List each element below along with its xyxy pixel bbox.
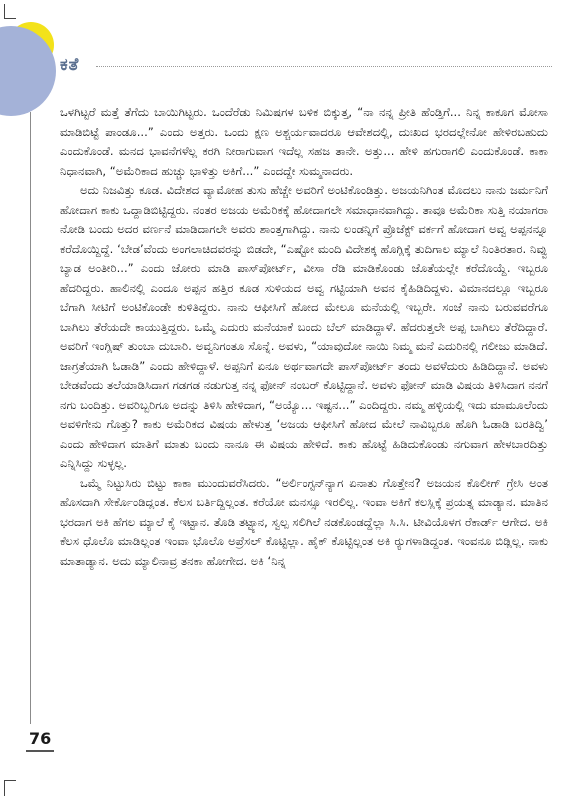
margin-rule — [30, 112, 31, 724]
section-label: ಕತೆ — [60, 55, 80, 75]
crop-mark-bottom-left — [4, 780, 5, 796]
paragraph: ಅದು ನಿಜವಿತ್ತು ಕೂಡ. ವಿದೇಶದ ವ್ಯಾಮೋಹ ತುಸು ಹೆಚ್ಚೇ ಅವರಿಗೆ ಅಂಟಿಕೊಂಡಿತ್ತು. ಅಜಯನಿಗಿಂತ ಮೊದಲು ನಾನು ಜರ್ಮನಿಗೆ ಹೋದಾಗ ಕಾಕು ಒದ್ದಾಡಿಬಿಟ್ಟಿದ್ದರು. ನಂತರ ಅಜಯ ಅಮೆರಿಕಕ್ಕೆ ಹೋದಾಗಲೇ ಸಮಾಧಾನವಾಗಿದ್ದು. ತಾವೂ ಅಮೆರಿಕಾ ಸುತ್ತಿ ನಯಾಗರಾ ನೋಡಿ ಬಂದು ಅದರ ವರ್ಣನೆ ಮಾಡಿದಾಗಲೇ ಅವರು ಶಾಂತ್ತಗಾಗಿದ್ದು. ನಾನು ಲಂಡನ್ನಿಗೆ ಪ್ರೊಜೆಕ್ಟ್ ವರ್ಕಗೆ ಹೋದಾಗ ಅವ್ವ ಅಪ್ಪನನ್ನೂ ಕರೆದೊಯ್ದಿದ್ದೆ. ‘ಬೇಡ’ವೆಂದು ಅಂಗಲಾಚಿದವರನ್ನು ಬಿಡದೇ, “ಎಷ್ಟೋ ಮಂದಿ ವಿದೇಶಕ್ಕ ಹೊಗ್ಲಿಕ್ಕೆ ತುದಿಗಾಲ ಮ್ಯಾಲೆ ನಿಂತಿರತಾರ. ನಿವ್ವು ಬ್ಯಾಡ ಅಂತೀರಿ...” ಎಂದು ಜೋರು ಮಾಡಿ ಪಾಸ್‌ಪೋರ್ಟ್, ವೀಸಾ ರೆಡಿ ಮಾಡಿಕೊಂಡು ಜೊತೆಯಲ್ಲೇ ಕರೆದೊಯ್ದೆ. ಇಬ್ಬರೂ ಹೆದರಿದ್ದರು. ಹಾಲಿನಲ್ಲಿ ಎಂದೂ ಅಪ್ಪನ ಹತ್ತಿರ ಕೂಡ ಸುಳಿಯದ ಅವ್ವ ಗಟ್ಟಿಯಾಗಿ ಅವನ ಕೈಹಿಡಿದಿದ್ದಳು. ವಿಮಾನದಲ್ಲೂ ಇಬ್ಬರೂ ಬೆಗಾಗಿ ಸೀಟಿಗೆ ಅಂಟಿಕೊಂಡೇ ಕುಳಿತಿದ್ದರು. ನಾನು ಆಫೀಸಿಗೆ ಹೋದ ಮೇಲೂ ಮನೆಯಲ್ಲಿ ಇಬ್ಬರೇ. ಸಂಜೆ ನಾನು ಬರುವವರೆಗೂ ಬಾಗಿಲು ತೆರೆಯದೇ ಕಾಯುತ್ತಿದ್ದರು. ಒಮ್ಮೆ ಎದುರು ಮನೆಯಾಕೆ ಬಂದು ಬೆಲ್ ಮಾಡಿದ್ದಾಳೆ. ಹೆದರುತ್ತಲೇ ಅಪ್ಪ ಬಾಗಿಲು ತೆರೆದಿದ್ದಾರೆ. ಅವರಿಗೆ ಇಂಗ್ಲಿಷ್ ತುಂಬಾ ದುಬಾರಿ. ಅವ್ವನಿಗಂತೂ ಸೊನ್ನೆ. ಅವಳು, “ಯಾವುದೋ ನಾಯಿ ನಿಮ್ಮ ಮನೆ ಎದುರಿನಲ್ಲಿ ಗಲೀಜು ಮಾಡಿದೆ. ಜಾಗ್ರತೆಯಾಗಿ ಓಡಾಡಿ” ಎಂದು ಹೇಳಿದ್ದಾಳೆ. ಅಪ್ಪನಿಗೆ ಏನೂ ಅರ್ಥವಾಗದೇ ಪಾಸ್‌ಪೋರ್ಟ್ ತಂದು ಅವಳೆದುರು ಹಿಡಿದಿದ್ದಾನೆ. ಅವಳು ಬೇಡವೆಂದು ತಲೆಯಾಡಿಸಿದಾಗ ಗಡಗಡ ನಡುಗುತ್ತ ನನ್ನ ಫೋನ್ ನಂಬರ್ ಕೊಟ್ಟಿದ್ದಾನೆ. ಅವಳು ಫೋನ್ ಮಾಡಿ ವಿಷಯ ತಿಳಿಸಿದಾಗ ನನಗೆ ನಗು ಬಂದಿತ್ತು. ಅವರಿಬ್ಬರಿಗೂ ಅದನ್ನು ತಿಳಿಸಿ ಹೇಳಿದಾಗ, “ಅಯ್ಯೊ... ಇಷ್ಟನ...” ಎಂದಿದ್ದರು. ನಮ್ಮ ಹಳ್ಳಿಯಲ್ಲಿ ಇದು ಮಾಮೂಲೆಂದು ಅವಳಿಗೇನು ಗೊತ್ತು? ಕಾಕು ಅಮೆರಿಕದ ವಿಷಯ ಹೇಳುತ್ತ ‘ಅಜಯ ಆಫೀಸಿಗೆ ಹೋದ ಮೇಲೆ ನಾವಿಬ್ಬರೂ ಹೊಗಿ ಓಡಾಡಿ ಬರತಿದ್ವಿ’ ಎಂದು ಹೇಳಿದಾಗ ಮಾತಿಗೆ ಮಾತು ಬಂದು ನಾನೂ ಈ ವಿಷಯ ಹೇಳಿದೆ. ಕಾಕು ಹೊಟ್ಟೆ ಹಿಡಿದುಕೊಂಡು ನಗುವಾಗ ಹೇಳಬಾರದಿತ್ತು ಎನ್ನಿಸಿದ್ದು ಸುಳ್ಳಲ್ಲ. — [60, 183, 548, 470]
paragraph: ಒಳಗಿಟ್ಟರೆ ಮತ್ತೆ ತೆಗೆದು ಬಾಯಿಗಿಟ್ಟರು. ಒಂದೆರೆಡು ನಿಮಿಷಗಳ ಬಳಿಕ ಬಿಕ್ಕುತ್ತ, “ನಾ ನನ್ನ ಪ್ರೀತಿ ಹೆಂಡ್ತಿಗೆ... ನಿನ್ನ ಕಾಕೂಗ ಮೋಸಾ ಮಾಡಿಬಿಟ್ಟೆ ಪಾಂಡೂ...” ಎಂದು ಅತ್ತರು. ಒಂದು ಕ್ಷಣ ಅಶ್ಚರ್ಯವಾದರೂ ಆವೇಶದಲ್ಲಿ, ದುಃಖದ ಭರದಲ್ಲೇನೋ ಹೇಳಿರಬಹುದು ಎಂದುಕೊಂಡೆ. ಮನದ ಭಾವನೆಗಳೆಲ್ಲ ಕರಗಿ ನೀರಾಗುವಾಗ ಇದೆಲ್ಲ ಸಹಜ ತಾನೇ. ಅತ್ತು... ಹೇಳಿ ಹಗುರಾಗಲಿ ಎಂದುಕೊಂಡೆ. ಕಾಕಾ ನಿಧಾನವಾಗಿ, “ಅಮೆರಿಕಾದ ಹುಚ್ಚು ಭಾಳಿತ್ತು ಅಕಿಗೆ...” ಎಂದದ್ದೇ ಸುಮ್ಮನಾದರು. — [60, 105, 548, 178]
crop-mark-top-left-horizontal — [4, 18, 16, 19]
crop-mark-bottom-left-horizontal — [4, 780, 16, 781]
crop-mark-top-left — [4, 4, 5, 18]
story-body — [60, 103, 548, 571]
paragraph: ಒಮ್ಮೆ ನಿಟ್ಟುಸಿರು ಬಿಟ್ಟು ಕಾಕಾ ಮುಂದುವರೆಸಿದರು. “ಅರ್ಲಿಂಗ್ಟನ್‌ನ್ಯಾಗ ಏನಾತು ಗೊತ್ತೇನ? ಅಜಯನ ಕೊಲೀಗ್ ಗ್ರೇಸಿ ಅಂತ ಹೊಸದಾಗಿ ಸೇರ್ಕೊಂಡಿದ್ಲಂತ. ಕೆಲಸ ಬರ್ತಿದ್ದಿಲ್ಲಂತ. ಕರೆಯೋ ಮನಸ್ಸೂ ಇರಲಿಲ್ಲ. ಇಂವಾ ಅಕಿಗೆ ಕಲಸ್ಲಿಕ್ಕೆ ಪ್ರಯತ್ನ ಮಾಡ್ಯಾನ. ಮಾತಿನ ಭರದಾಗ ಅಕಿ ಹೆಗಲ ಮ್ಯಾಲೆ ಕೈ ಇಟ್ಟಾನ. ತೊಡಿ ತಟ್ಟ್ಯಾನ, ಸ್ವಲ್ಪ ಸಲಿಗಿಲೆ ನಡಕೊಂಡದ್ದೆಲ್ಲಾ ಸಿ.ಸಿ. ಟೀವಿಯೊಳಗ ರೆಕಾರ್ಡ್ ಆಗೇದ. ಅಕಿ ಕೆಲಸ ಧೊಲೊ ಮಾಡಿಲ್ಲಂತ ಇಂವಾ ಭೊಲೊ ಅಪ್ರೆಸಲ್ ಕೊಟ್ಟಿಲ್ಲಾ. ಹೈಕ್ ಕೊಟ್ಟಿಲ್ಲಂತ ಅಕಿ ರ್‍ಯುಗಳಾಡಿದ್ದಂತ. ಇಂವನೂ ಬಿಡ್ಲಿಲ್ಲ. ನಾಕು ಮಾತಾಡ್ಯಾನ. ಅದು ಮ್ಯಾಲಿನಾವ್ರ ತನಕಾ ಹೋಗೇದ. ಅಕಿ ‘ನಿನ್ನ — [60, 475, 548, 568]
header-dotted-rule — [96, 66, 552, 67]
page-number-rule — [26, 750, 54, 752]
page-number: 76 — [29, 729, 52, 748]
